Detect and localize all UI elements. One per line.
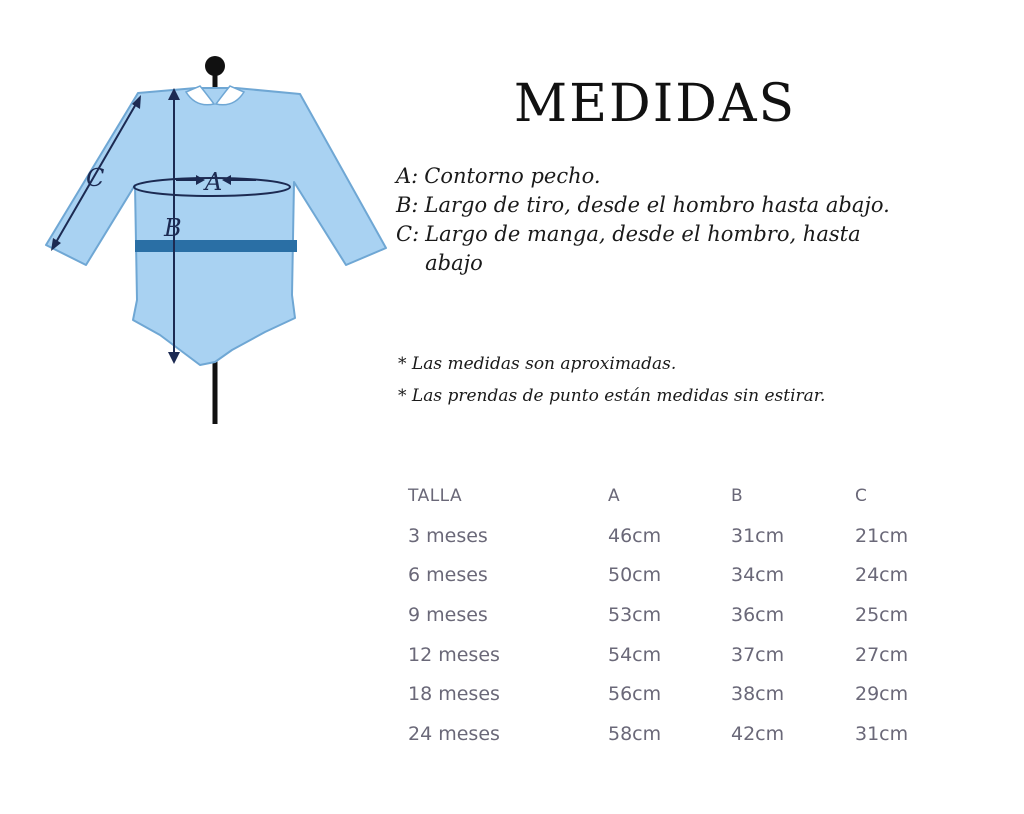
- label-c: C: [86, 164, 105, 192]
- table-row: [408, 674, 965, 714]
- cell-a: 53cm: [608, 603, 662, 626]
- legend-key: A:: [396, 164, 419, 188]
- cell-a: 46cm: [608, 524, 662, 547]
- cell-a: 56cm: [608, 683, 662, 706]
- table-row: [408, 714, 965, 754]
- cell-b: 38cm: [731, 683, 785, 706]
- legend-text: Contorno pecho.: [424, 164, 601, 188]
- cell-c: 29cm: [855, 683, 909, 706]
- legend-text: Largo de tiro, desde el hombro hasta abajo.: [424, 193, 890, 217]
- cell-c: 24cm: [855, 564, 909, 587]
- stand-knob: [205, 56, 225, 76]
- cell-talla: 6 meses: [408, 564, 488, 587]
- cell-c: 21cm: [855, 524, 909, 547]
- legend-item-a: [396, 162, 956, 191]
- cell-talla: 9 meses: [408, 603, 488, 626]
- cell-b: 31cm: [731, 524, 785, 547]
- legend-item-c: [396, 220, 956, 278]
- cell-talla: 24 meses: [408, 722, 500, 745]
- size-table: [408, 476, 965, 754]
- label-a: A: [205, 168, 223, 196]
- legend-item-b: [396, 191, 956, 220]
- legend-key: C:: [396, 222, 420, 246]
- cell-a: 58cm: [608, 722, 662, 745]
- cell-talla: 3 meses: [408, 524, 488, 547]
- header-talla: TALLA: [408, 485, 463, 506]
- cell-talla: 12 meses: [408, 643, 500, 666]
- garment-diagram: [40, 48, 396, 428]
- table-row: [408, 555, 965, 595]
- table-row: [408, 516, 965, 556]
- note-approximate: * Las medidas son aproximadas.: [398, 354, 677, 374]
- cell-b: 36cm: [731, 603, 785, 626]
- legend-text: Largo de manga, desde el hombro, hasta abajo: [425, 222, 861, 275]
- legend-key: B:: [396, 193, 419, 217]
- label-b: B: [164, 214, 182, 242]
- cell-a: 50cm: [608, 564, 662, 587]
- table-header-row: [408, 476, 965, 516]
- table-row: [408, 595, 965, 635]
- header-a: A: [608, 485, 621, 506]
- table-row: [408, 635, 965, 675]
- header-c: C: [855, 485, 868, 506]
- notes: [398, 348, 958, 412]
- waist-band: [135, 240, 297, 252]
- cell-c: 31cm: [855, 722, 909, 745]
- page-title: MEDIDAS: [513, 74, 797, 134]
- cell-c: 25cm: [855, 603, 909, 626]
- arrowhead: [168, 352, 180, 364]
- cell-b: 34cm: [731, 564, 785, 587]
- cell-b: 37cm: [731, 643, 785, 666]
- measurement-legend: [396, 162, 956, 278]
- header-b: B: [731, 485, 744, 506]
- cell-c: 27cm: [855, 643, 909, 666]
- note-knitwear: * Las prendas de punto están medidas sin estirar.: [398, 386, 826, 406]
- cell-b: 42cm: [731, 722, 785, 745]
- bodysuit-shape: [46, 88, 386, 365]
- cell-a: 54cm: [608, 643, 662, 666]
- cell-talla: 18 meses: [408, 683, 500, 706]
